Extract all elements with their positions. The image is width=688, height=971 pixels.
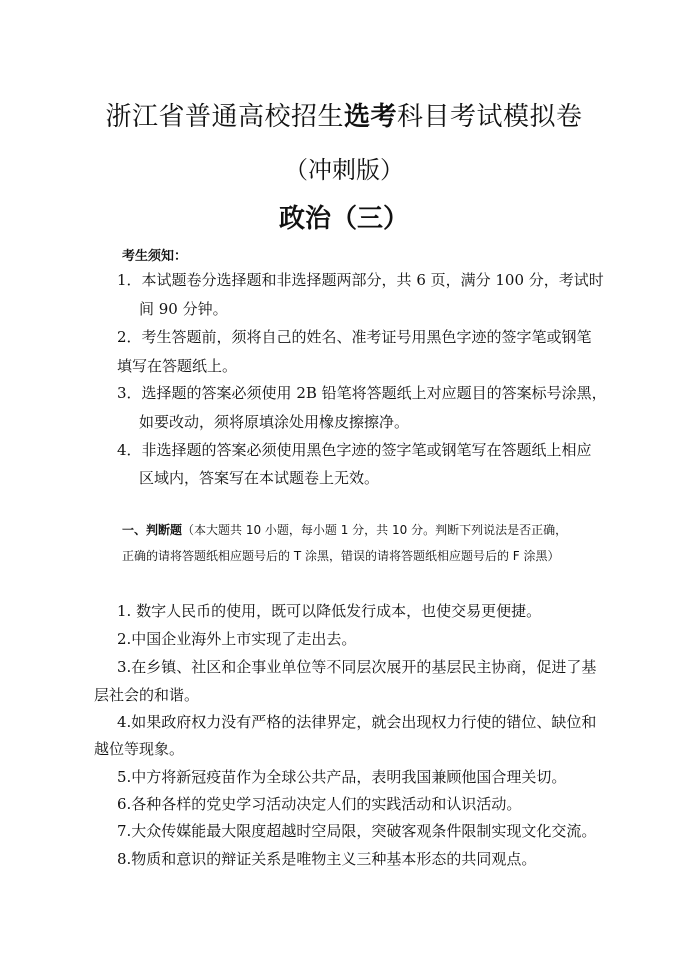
section-instructions: （本大题共 10 小题，每小题 1 分，共 10 分。判断下列说法是否正确，正确的请将答题纸相应题号后的 T 涂黑，错误的请将答题纸相应题号后的 F 涂黑） [122,523,568,563]
notice-item-3-line1: 3．选择题的答案必须使用 2B 铅笔将答题纸上对应题目的答案标号涂黑， [117,384,607,402]
question-1: 1. 数字人民币的使用，既可以降低发行成本，也使交易更便捷。 [117,602,542,620]
question-3-line1: 3.在乡镇、社区和企事业单位等不同层次展开的基层民主协商，促进了基 [117,658,597,676]
question-8: 8.物质和意识的辩证关系是唯物主义三种基本形态的共同观点。 [117,850,537,868]
title-bold: 选考 [343,102,397,132]
section-title: 一、判断题 [122,523,183,537]
exam-title [0,96,688,133]
notice-item-1-line1: 1．本试题卷分选择题和非选择题两部分，共 6 页，满分 100 分，考试时 [117,271,604,289]
question-5: 5.中方将新冠疫苗作为全球公共产品，表明我国兼顾他国合理关切。 [117,768,567,786]
question-4-line2: 越位等现象。 [94,740,185,758]
title-part1: 浙江省普通高校招生 [105,102,344,132]
notice-item-3-line2: 如要改动，须将原填涂处用橡皮擦擦净。 [139,413,410,431]
question-3-line2: 层社会的和谐。 [94,686,200,704]
notice-item-4-line2: 区域内，答案写在本试题卷上无效。 [139,469,380,487]
notice-item-2-line1: 2．考生答题前，须将自己的姓名、准考证号用黑色字迹的签字笔或钢笔 [117,328,592,346]
notice-heading: 考生须知： [122,249,188,264]
exam-subject: 政治（三） [278,204,409,234]
question-7: 7.大众传媒能最大限度超越时空局限，突破客观条件限制实现文化交流。 [117,822,597,840]
notice-item-4-line1: 4．非选择题的答案必须使用黑色字迹的签字笔或钢笔写在答题纸上相应 [117,441,592,459]
exam-subtitle: （冲刺版） [284,156,404,184]
question-2: 2.中国企业海外上市实现了走出去。 [117,630,357,648]
title-part2: 科目考试模拟卷 [397,102,583,132]
notice-item-2-line2: 填写在答题纸上。 [117,357,238,375]
section-judgement-header [122,517,572,569]
notice-item-1-line2: 间 90 分钟。 [139,300,228,318]
question-4-line1: 4.如果政府权力没有严格的法律界定，就会出现权力行使的错位、缺位和 [117,713,597,731]
question-6: 6.各种各样的党史学习活动决定人们的实践活动和认识活动。 [117,795,522,813]
